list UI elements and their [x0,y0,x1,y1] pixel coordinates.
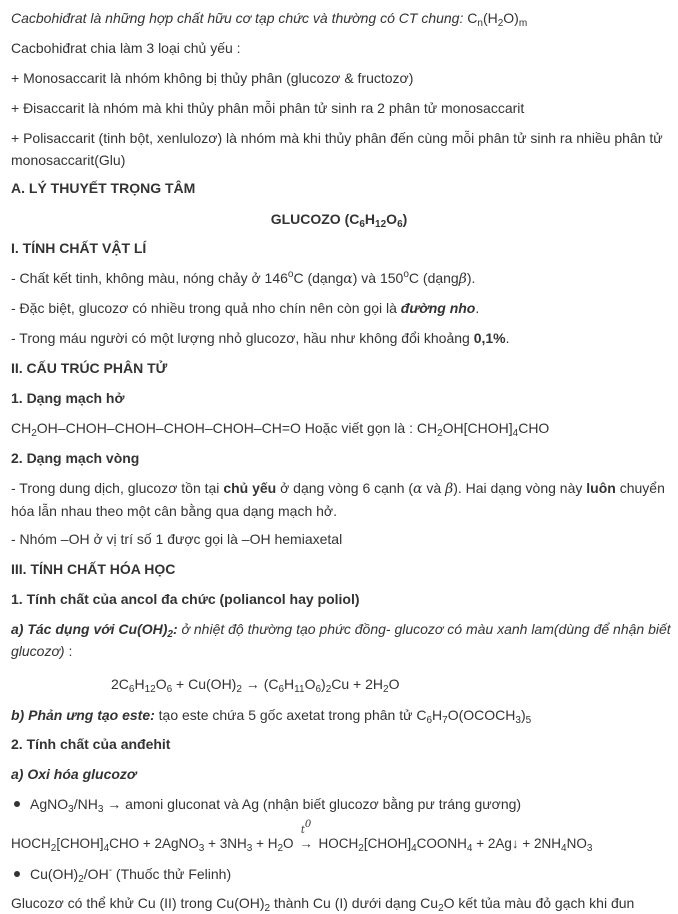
intro-disaccarit: + Đisaccarit là nhóm mà khi thủy phân mỗi phân tử sinh ra 2 phân tử monosaccarit [11,100,525,116]
bullet-silver-mirror: $AgNO_3/NH_3$ → amoni gluconat và Ag (nhận biết glucozơ bằng pư tráng gương) [30,793,678,815]
oxidation-heading: a) Oxi hóa glucozơ [11,766,137,782]
section-1-heading: I. TÍNH CHẤT VẬT LÍ [11,240,147,256]
section-2-heading: II. CẤU TRÚC PHÂN TỬ [11,360,168,376]
grape-sugar-line: - Đặc biệt, glucozơ có nhiều trong quả nho chín nên còn gọi là đường nho. [11,300,480,316]
ring-form-text: - Trong dung dịch, glucozơ tồn tại chủ yếu ở dạng vòng 6 cạnh (α và β). Hai dạng vòng này luôn chuyển hóa lẫn nhau theo một cân bằng qua dạng mạch hở. [11,480,665,519]
intro-polisaccarit: + Polisaccarit (tinh bột, xenlulozơ) là nhóm mà khi thủy phân đến cùng mỗi phân tử sinh ra nhiều phân tử monosaccarit(Glu) [11,130,663,168]
section-a-heading: A. LÝ THUYẾT TRỌNG TÂM [11,180,196,196]
section-3-heading: III. TÍNH CHẤT HÓA HỌC [11,561,176,577]
ester-line: b) Phản ưng tạo este: tạo este chứa 5 gốc axetat trong phân tử $C_6H_7O(OCOCH_3)_5$ [11,707,532,726]
equation-cuoh2: $2C_6H_{12}O_6 + Cu(OH)_2 \to (C_6H_{11}O_6)_2Cu + 2H_2O$ [111,676,400,695]
intro-definition: Cacbohiđrat là những hợp chất hữu cơ tạp chức và thường có CT chung: $C_n(H_2O)_m$ [11,10,528,29]
hemiaxetal-line: - Nhóm –OH ở vị trí số 1 được gọi là –OH hemiaxetal [11,531,343,547]
ring-form-heading: 2. Dạng mạch vòng [11,450,140,466]
aldehyde-heading: 2. Tính chất của anđehit [11,736,171,752]
melting-point-line: - Chất kết tinh, không màu, nóng chảy ở 146$^o$C (dạngα) và 150$^o$C (dạngβ). [11,269,476,287]
open-chain-formula: $CH_2OH-CHOH-CHOH-CHOH-CHOH-CH=O$ Hoặc viết gọn là : $CH_2OH[CHOH]_4CHO$ [11,420,550,439]
intro-classification: Cacbohiđrat chia làm 3 loại chủ yếu : [11,40,241,56]
polyol-heading: 1. Tính chất của ancol đa chức (poliancol hay poliol) [11,591,360,607]
fehling-reduction-line: Glucozơ có thể khử Cu (II) trong $Cu(OH)_2$ thành Cu (I) dưới dạng $Cu_2O$ kết tủa màu đỏ gạch khi đun [11,895,635,914]
intro-monosaccarit: + Monosaccarit là nhóm không bị thủy phân (glucozơ & fructozơ) [11,70,414,86]
equation-silver-mirror: $HOCH_2[CHOH]_4CHO$ + 2AgNO$_3$ + $3NH_3 + H_2O$ → $t^0$ $HOCH_2[CHOH]_4COONH_4$ + 2Ag↓ + $2NH_4NO_3$ [11,819,593,854]
bullet-fehling: $Cu(OH)_2/OH^-$ (Thuốc thử Felinh) [30,863,678,885]
glucozo-title: GLUCOZO $(C_6H_{12}O_6)$ [270,211,408,230]
blood-glucose-line: - Trong máu người có một lượng nhỏ glucozơ, hầu như không đổi khoảng 0,1%. [11,330,510,346]
open-chain-heading: 1. Dạng mạch hở [11,390,125,406]
cuoh2-reaction-text: a) Tác dụng với $Cu(OH)_2$: ở nhiệt độ thường tạo phức đồng- glucozơ có màu xanh lam(dùng để nhận biết glucozơ) : [11,621,671,659]
